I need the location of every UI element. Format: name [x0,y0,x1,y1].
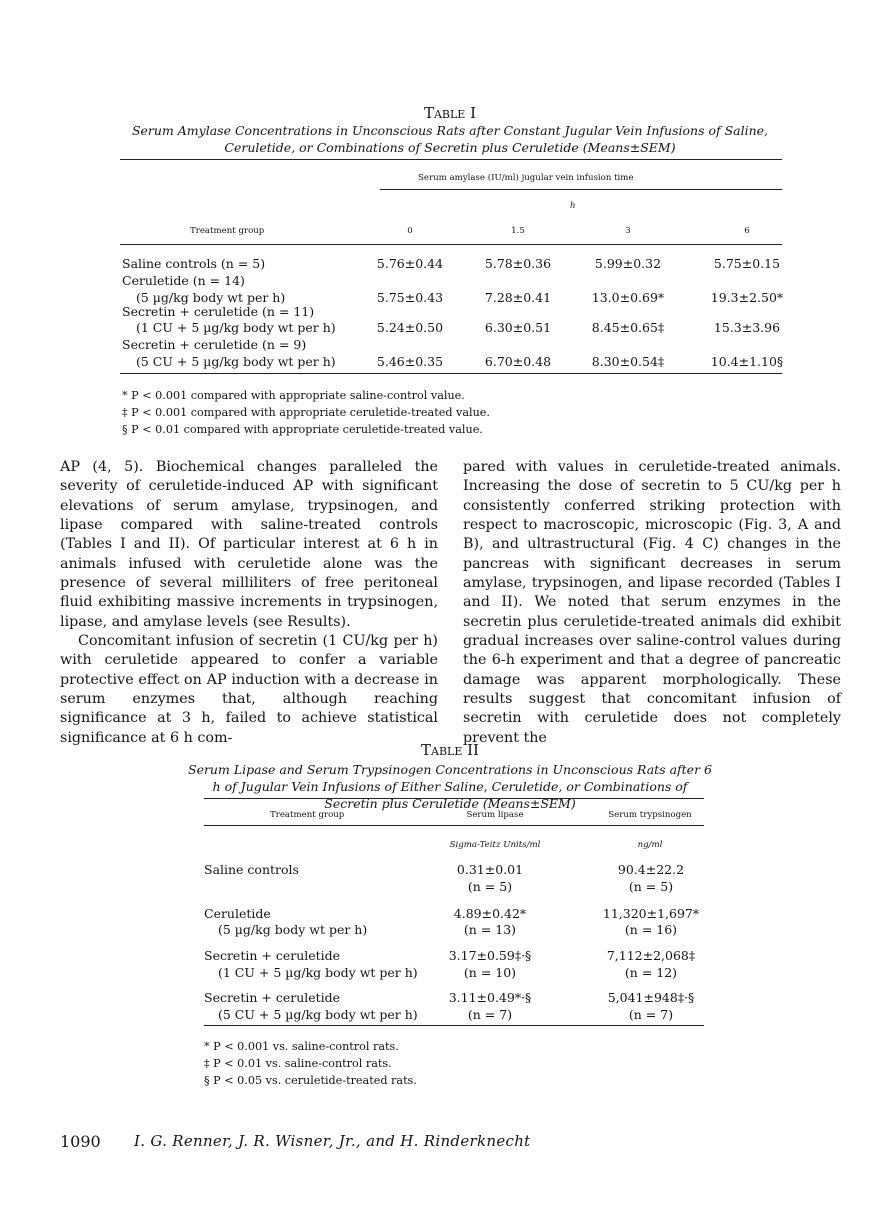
table1-caption [60,122,840,156]
table1-footnote: § P < 0.01 compared with appropriate ceruletide-treated value. [122,423,483,436]
body-left-column [60,458,438,748]
table1-header-rule [120,244,782,245]
table1-footnote: ‡ P < 0.001 compared with appropriate ceruletide-treated value. [122,406,490,419]
body-paragraph: AP (4, 5). Biochemical changes paralleled the severity of ceruletide-induced AP with significant elevations of serum amylase, trypsinogen, and lipase compared with saline-treated controls (Tables I and II). Of particular interest at 6 h in animals infused with ceruletide alone was the presence of several milliliters of free peritoneal fluid exhibiting massive increments in trypsinogen, lipase, and amylase levels (see Results). [60,459,438,630]
table1-footnote: * P < 0.001 compared with appropriate saline-control value. [122,389,465,402]
body-paragraph: Concomitant infusion of secretin (1 CU/kg per h) with ceruletide appeared to confer a variable protective effect on AP induction with a decrease in serum enzymes that, although reaching significance at 3 h, failed to achieve statistical significance at 6 h com- [60,633,438,746]
table2-cell: (n = 5) [628,879,674,894]
table1-cell: 5.76±0.44 [376,256,444,271]
table2-row-label: Secretin + ceruletide [204,990,341,1005]
table1-group-rule [380,189,782,190]
table1-row-label: Saline controls (n = 5) [122,256,266,271]
table1-cell: 5.78±0.36 [484,256,552,271]
table1-col-time: 0 [407,226,413,236]
table2-bottom-rule [204,1025,704,1026]
table2-row-sublabel: (1 CU + 5 µg/kg body wt per h) [218,965,418,980]
table2-cell: 90.4±22.2 [617,862,685,877]
table1-cell: 5.75±0.15 [713,256,781,271]
table1-caption-line1: Serum Amylase Concentrations in Unconscious Rats after Constant Jugular Vein Infusions of Saline, [131,123,769,138]
table1-cell: 10.4±1.10§ [710,354,784,369]
table2-row-sublabel: (5 µg/kg body wt per h) [218,922,368,937]
table1-col-time: 3 [625,226,631,236]
body-right-column [463,458,841,748]
table1-cell: 19.3±2.50* [710,290,784,305]
table1-label: Table I [423,104,477,122]
table1-row-label: (1 CU + 5 µg/kg body wt per h) [136,320,336,335]
table2-cell: (n = 7) [467,1007,513,1022]
table2-cell: (n = 16) [624,922,678,937]
table1-row-label: Secretin + ceruletide (n = 9) [122,337,307,352]
table2-unit-trypsinogen: ng/ml [637,840,663,850]
table2-header-rule [204,825,704,826]
table1-col-treatment: Treatment group [190,226,265,236]
table2-row-sublabel: (5 CU + 5 µg/kg body wt per h) [218,1007,418,1022]
table1-cell: 5.99±0.32 [594,256,662,271]
table2-caption [150,761,750,812]
table2-footnote: ‡ P < 0.01 vs. saline-control rats. [204,1057,392,1070]
table2-cell: 0.31±0.01 [456,862,524,877]
table2-cell: (n = 7) [628,1007,674,1022]
table2-footnote: * P < 0.001 vs. saline-control rats. [204,1040,399,1053]
table1-cell: 7.28±0.41 [484,290,552,305]
author-byline: I. G. Renner, J. R. Wisner, Jr., and H. Rinderknecht [134,1132,531,1150]
table2-cell: 5,041±948‡·§ [607,990,695,1005]
table1-cell: 5.46±0.35 [376,354,444,369]
table1-group-header: Serum amylase (IU/ml) jugular vein infusion time [418,173,634,183]
table1-row-label: (5 µg/kg body wt per h) [136,290,286,305]
table2-top-rule [204,798,704,799]
page-number: 1090 [60,1132,101,1151]
table2-caption-line1: Serum Lipase and Serum Trypsinogen Concentrations in Unconscious Rats after 6 [188,762,712,777]
table1-cell: 6.70±0.48 [484,354,552,369]
table2-row-label: Saline controls [204,862,299,877]
table2-col-lipase: Serum lipase [466,810,524,820]
table2-row-label: Ceruletide [204,906,271,921]
table2-caption-line2: h of Jugular Vein Infusions of Either Saline, Ceruletide, or Combinations of [212,779,688,794]
table1-cell: 8.30±0.54‡ [591,354,665,369]
table1-cell: 5.24±0.50 [376,320,444,335]
table1-caption-line2: Ceruletide, or Combinations of Secretin plus Ceruletide (Means±SEM) [224,140,676,155]
table2-footnote: § P < 0.05 vs. ceruletide-treated rats. [204,1074,417,1087]
table2-col-trypsinogen: Serum trypsinogen [608,810,692,820]
table1-cell: 15.3±3.96 [713,320,781,335]
table2-cell: 4.89±0.42* [453,906,527,921]
table2-cell: (n = 12) [624,965,678,980]
table1-cell: 5.75±0.43 [376,290,444,305]
table1-top-rule [120,159,782,160]
table2-unit-lipase: Sigma-Teitz Units/ml [449,840,541,850]
table2-label: Table II [421,741,479,759]
table2-cell: (n = 5) [467,879,513,894]
table2-cell: (n = 10) [463,965,517,980]
table1-row-label: Ceruletide (n = 14) [122,273,245,288]
body-paragraph: pared with values in ceruletide-treated animals. Increasing the dose of secretin to 5 CU/kg per h consistently conferred striking protection with respect to macroscopic, microscopic (Fig. 3, A and B), and ultrastructural (Fig. 4 C) changes in the pancreas with significant decreases in serum amylase, trypsinogen, and lipase recorded (Tables I and II). We noted that serum enzymes in the secretin plus ceruletide-treated animals did exhibit gradual increases over saline-control values during the 6-h experiment and that a degree of pancreatic damage was apparent morphologically. These results suggest that concomitant infusion of secretin with ceruletide does not completely prevent the [463,459,841,746]
table1-row-label: Secretin + ceruletide (n = 11) [122,304,315,319]
table2-cell: 3.11±0.49*·§ [448,990,532,1005]
table1-col-time: 1.5 [511,226,525,236]
table2-cell: 3.17±0.59‡·§ [448,948,532,963]
table1-row-label: (5 CU + 5 µg/kg body wt per h) [136,354,336,369]
table2-row-label: Secretin + ceruletide [204,948,341,963]
table1-bottom-rule [120,373,782,374]
table2-caption-line3: Secretin plus Ceruletide (Means±SEM) [324,796,576,811]
table1-unit: h [570,201,576,211]
table1-cell: 13.0±0.69* [591,290,665,305]
table2-col-treatment: Treatment group [270,810,345,820]
table2-cell: (n = 13) [463,922,517,937]
table2-cell: 7,112±2,068‡ [606,948,696,963]
table1-col-time: 6 [744,226,750,236]
table1-cell: 6.30±0.51 [484,320,552,335]
table2-cell: 11,320±1,697* [602,906,700,921]
table1-cell: 8.45±0.65‡ [591,320,665,335]
